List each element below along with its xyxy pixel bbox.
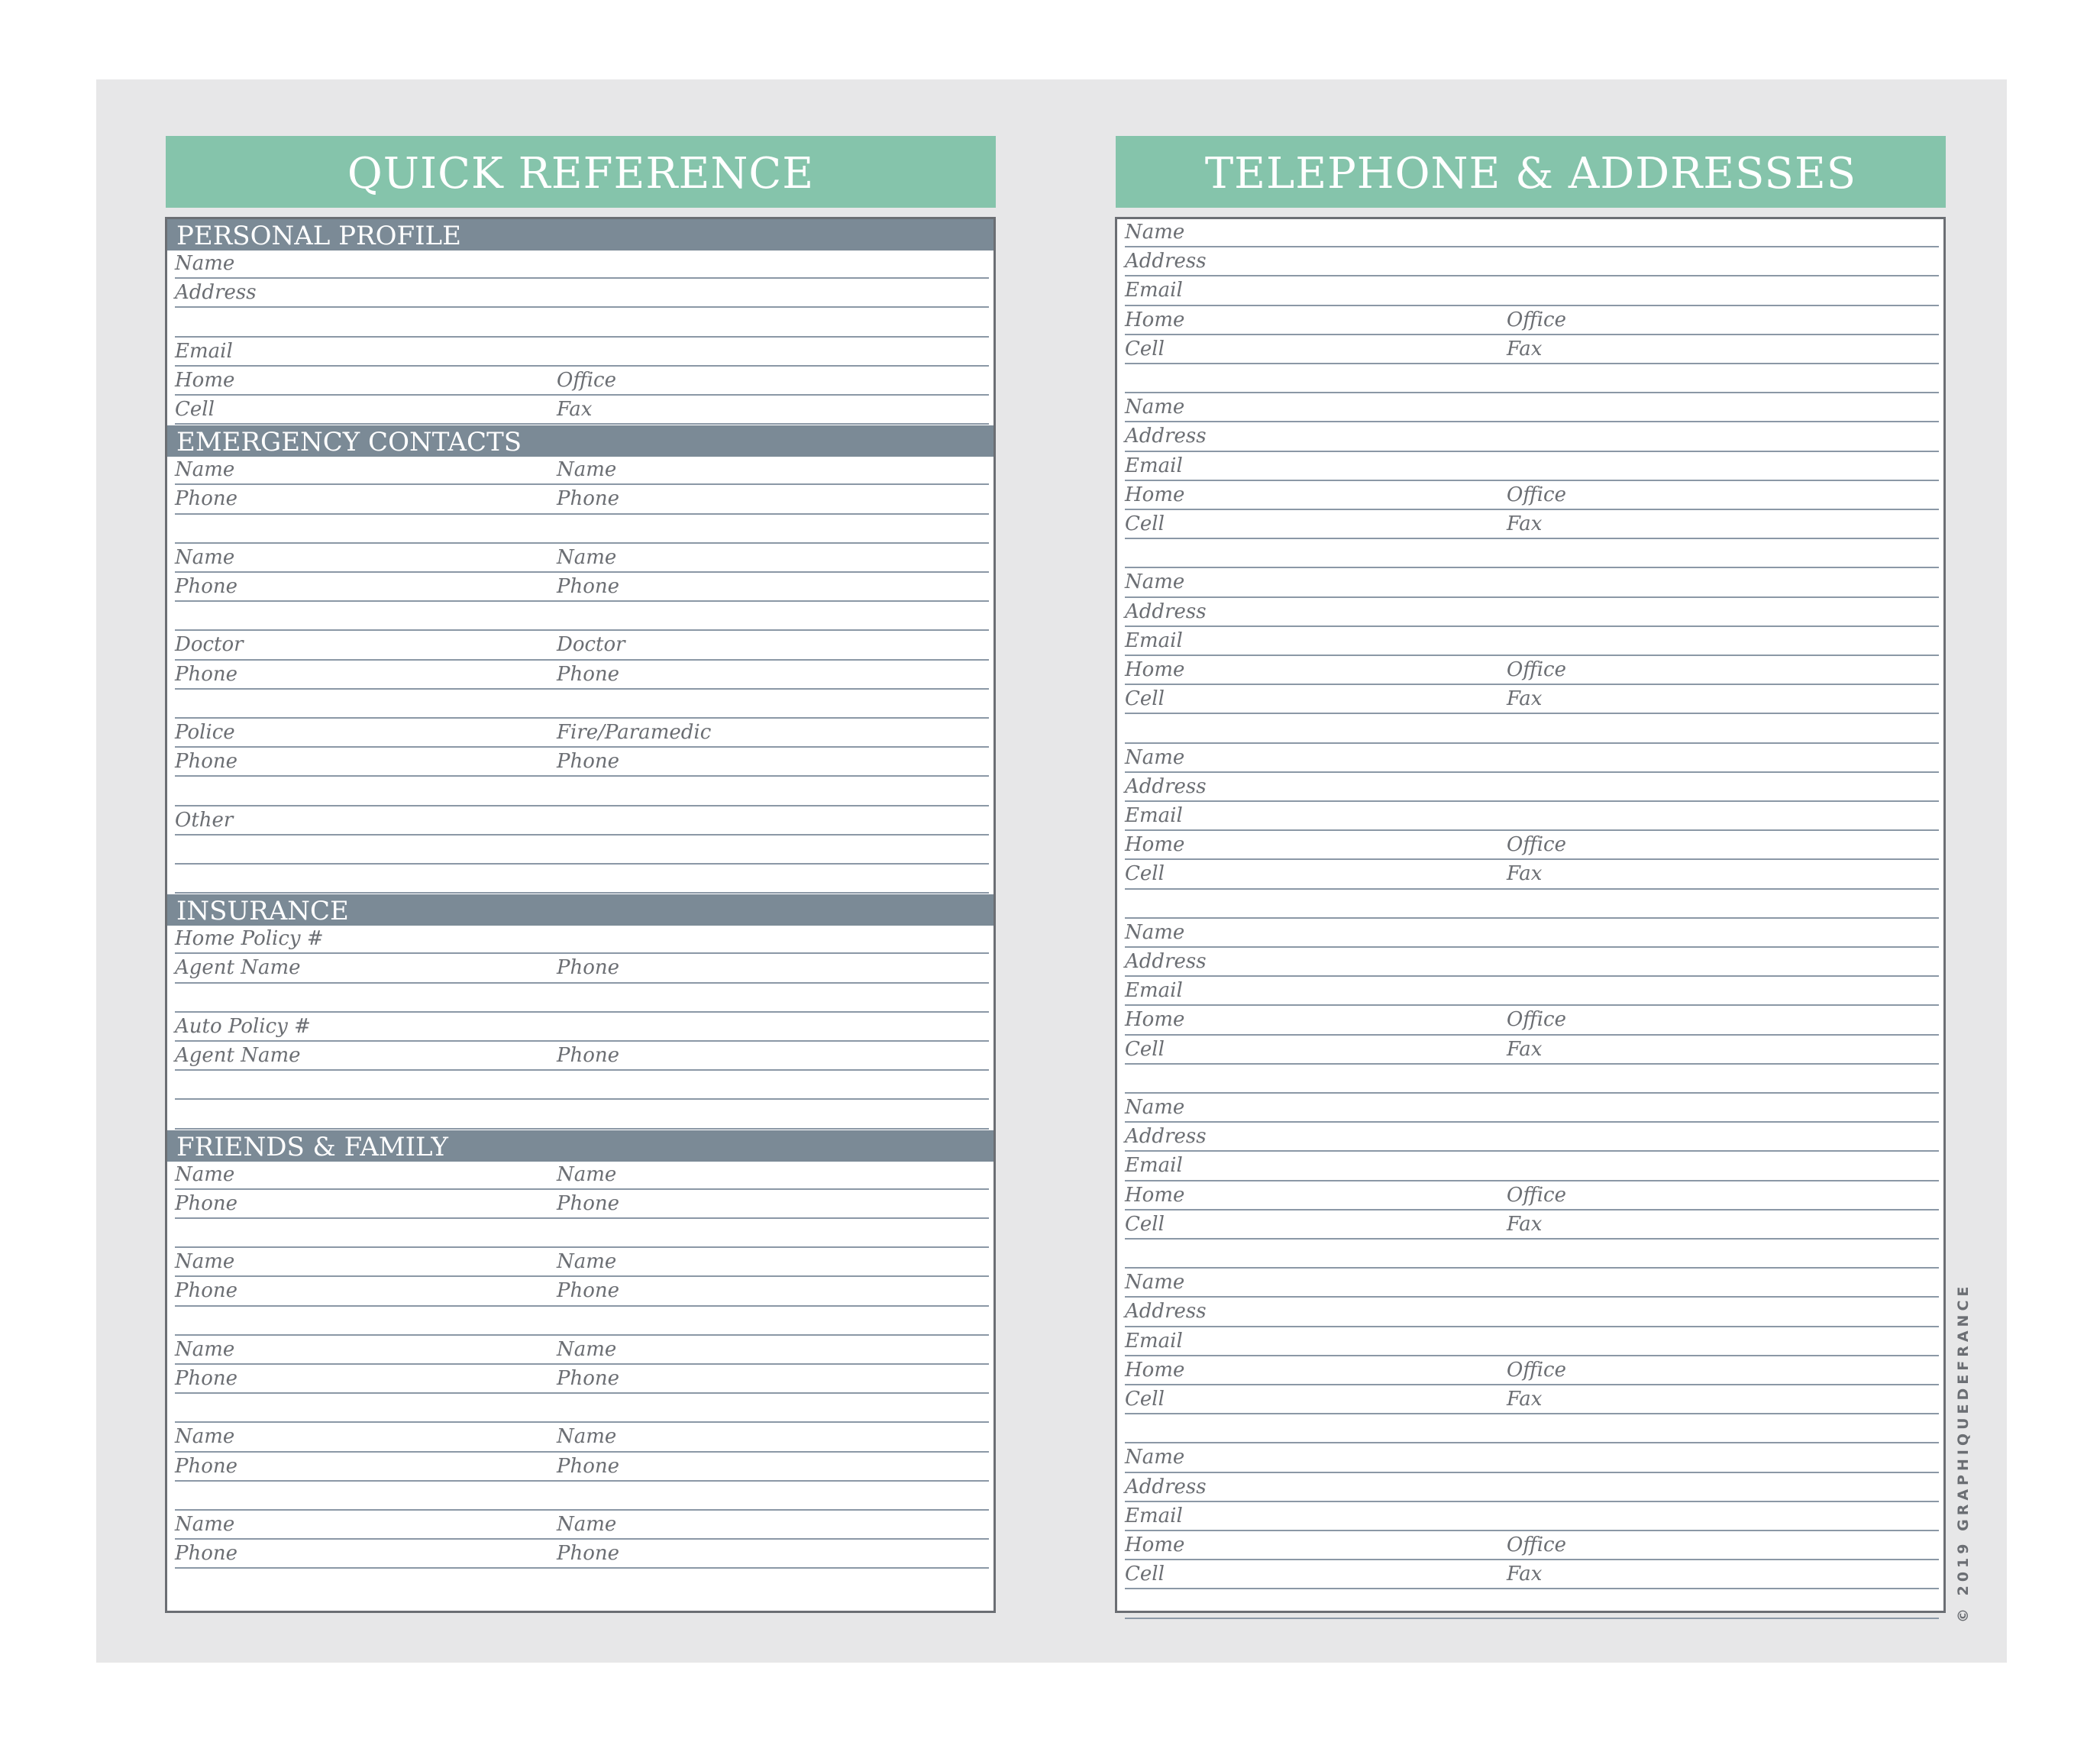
field-label-email: Email (1125, 629, 1183, 652)
rule-line (1125, 1238, 1939, 1240)
field-label-phone: Phone (175, 662, 238, 686)
field-label-fax: Fax (1507, 862, 1543, 886)
rule-line (1125, 596, 1939, 598)
rule-line (1125, 800, 1939, 802)
section-header-personal-profile: PERSONAL PROFILE (167, 219, 993, 251)
rule-line (1125, 829, 1939, 831)
rule-line (175, 1334, 989, 1336)
field-label-phone: Phone (557, 1454, 620, 1478)
rule-line (1125, 392, 1939, 393)
rule-line (1125, 451, 1939, 452)
rule-line (1125, 1588, 1939, 1589)
field-label-phone: Phone (175, 1367, 238, 1390)
field-label-address: Address (1125, 1300, 1207, 1324)
rule-line (1125, 275, 1939, 276)
rule-line (1125, 742, 1939, 744)
rule-line (1125, 567, 1939, 568)
rule-line (1125, 917, 1939, 919)
rule-line (175, 982, 989, 984)
quick-reference-panel (165, 217, 996, 1613)
rule-line (1125, 1618, 1939, 1619)
form-row[interactable] (167, 251, 993, 280)
field-label-agent-name: Agent Name (175, 956, 301, 980)
section-header-emergency-contacts: EMERGENCY CONTACTS (167, 425, 993, 457)
copyright-notice: © 2019 GRAPHIQUEDEFRANCE (1955, 1282, 1972, 1623)
field-label-phone: Phone (557, 750, 620, 774)
field-label-name: Name (1125, 1446, 1185, 1469)
field-label-cell: Cell (175, 398, 215, 421)
field-label-phone: Phone (557, 575, 620, 598)
field-label-name: Name (557, 458, 617, 482)
field-label-name: Name (1125, 745, 1185, 769)
rule-line (175, 1480, 989, 1482)
form-row[interactable] (167, 338, 993, 367)
field-label-cell: Cell (1125, 512, 1165, 535)
field-label-email: Email (1125, 804, 1183, 827)
field-label-cell: Cell (1125, 1037, 1165, 1061)
field-label-name: Name (557, 1337, 617, 1361)
telephone-addresses-panel (1115, 217, 1946, 1613)
rule-line (1125, 1209, 1939, 1211)
right-page-title: TELEPHONE & ADDRESSES (1116, 136, 1946, 208)
field-label-email: Email (1125, 1154, 1183, 1178)
form-row[interactable] (1117, 1503, 1943, 1532)
form-row[interactable] (1117, 803, 1943, 832)
rule-line (1125, 1004, 1939, 1006)
form-row[interactable] (167, 1337, 993, 1366)
field-label-office: Office (1507, 833, 1566, 857)
field-label-name: Name (557, 1425, 617, 1449)
rule-line (1125, 1326, 1939, 1327)
form-row[interactable] (167, 926, 993, 955)
field-label-office: Office (1507, 308, 1566, 331)
field-label-email: Email (1125, 979, 1183, 1003)
field-label-name: Name (1125, 571, 1185, 594)
form-row[interactable] (167, 690, 993, 719)
rule-line (175, 1538, 989, 1540)
rule-line (1125, 1413, 1939, 1414)
field-label-address: Address (1125, 950, 1207, 973)
form-row[interactable] (167, 836, 993, 865)
rule-line (1125, 1296, 1939, 1298)
field-label-name: Name (175, 1513, 235, 1536)
rule-line (175, 483, 989, 485)
field-label-phone: Phone (175, 750, 238, 774)
rule-line (1125, 363, 1939, 364)
field-label-name: Name (1125, 396, 1185, 419)
rule-line (175, 834, 989, 836)
rule-line (1125, 888, 1939, 890)
rule-line (175, 746, 989, 748)
rule-line (175, 1011, 989, 1013)
field-label-home: Home (1125, 658, 1185, 681)
field-label-cell: Cell (1125, 1388, 1165, 1411)
rule-line (1125, 625, 1939, 627)
form-row[interactable] (167, 1162, 993, 1191)
form-row[interactable] (1117, 453, 1943, 482)
field-label-home: Home (1125, 1008, 1185, 1032)
field-label-office: Office (1507, 658, 1566, 681)
rule-line (175, 1069, 989, 1071)
form-row[interactable] (167, 396, 993, 425)
form-row[interactable] (1117, 540, 1943, 569)
form-row[interactable] (167, 457, 993, 486)
form-row[interactable] (1117, 336, 1943, 365)
field-label-home: Home (1125, 483, 1185, 506)
rule-line (1125, 246, 1939, 247)
form-row[interactable] (167, 1307, 993, 1337)
form-row[interactable] (1117, 1328, 1943, 1357)
field-label-phone: Phone (175, 575, 238, 598)
field-label-fire-paramedic: Fire/Paramedic (557, 721, 712, 744)
rule-line (1125, 1150, 1939, 1152)
form-row[interactable] (167, 280, 993, 309)
rule-line (175, 892, 989, 894)
form-row[interactable] (1117, 1007, 1943, 1036)
field-label-police: Police (175, 721, 235, 744)
field-label-phone: Phone (557, 662, 620, 686)
field-label-name: Name (557, 1162, 617, 1186)
field-label-fax: Fax (1507, 1212, 1543, 1236)
rule-line (1125, 1121, 1939, 1123)
form-row[interactable] (167, 661, 993, 690)
field-label-cell: Cell (1125, 1212, 1165, 1236)
field-label-phone: Phone (175, 1279, 238, 1303)
rule-line (1125, 1559, 1939, 1560)
rule-line (175, 1392, 989, 1394)
form-row[interactable] (1117, 1036, 1943, 1065)
rule-line (1125, 509, 1939, 510)
field-label-home: Home (1125, 1534, 1185, 1556)
form-row[interactable] (1117, 569, 1943, 598)
field-label-phone: Phone (557, 1367, 620, 1390)
rule-line (1125, 1180, 1939, 1181)
rule-line (175, 1217, 989, 1219)
field-label-name: Name (175, 458, 235, 482)
rule-line (1125, 1092, 1939, 1094)
field-label-phone: Phone (557, 1279, 620, 1303)
form-row[interactable] (1117, 599, 1943, 628)
form-row[interactable] (1117, 949, 1943, 978)
field-label-address: Address (1125, 600, 1207, 623)
rule-line (175, 571, 989, 573)
field-label-name: Name (175, 1250, 235, 1274)
rule-line (175, 513, 989, 515)
rule-line (175, 1246, 989, 1248)
form-row[interactable] (1117, 1240, 1943, 1269)
section-header-friends-family: FRIENDS & FAMILY (167, 1130, 993, 1162)
rule-line (1125, 771, 1939, 773)
form-row[interactable] (1117, 219, 1943, 248)
field-label-email: Email (1125, 1504, 1183, 1527)
field-label-phone: Phone (175, 1454, 238, 1478)
rule-line (175, 863, 989, 865)
field-label-office: Office (1507, 1183, 1566, 1207)
field-label-home: Home (175, 368, 235, 392)
form-row[interactable] (1117, 1065, 1943, 1094)
form-row[interactable] (167, 574, 993, 603)
field-label-agent-name: Agent Name (175, 1044, 301, 1067)
field-label-address: Address (175, 281, 257, 305)
form-row[interactable] (167, 955, 993, 984)
rule-line (1125, 421, 1939, 422)
field-label-office: Office (1507, 483, 1566, 506)
rule-line (1125, 1530, 1939, 1531)
form-row[interactable] (1117, 715, 1943, 744)
field-label-doctor: Doctor (557, 633, 625, 657)
form-row[interactable] (167, 1482, 993, 1511)
form-row[interactable] (167, 865, 993, 894)
rule-line (175, 1098, 989, 1100)
field-label-name: Name (1125, 1271, 1185, 1295)
form-row[interactable] (167, 1453, 993, 1482)
form-row[interactable] (1117, 394, 1943, 423)
rule-line (175, 1128, 989, 1130)
field-label-fax: Fax (1507, 337, 1543, 360)
form-row[interactable] (1117, 745, 1943, 774)
form-row[interactable] (1117, 1123, 1943, 1152)
rule-line (175, 1451, 989, 1453)
field-label-address: Address (1125, 425, 1207, 448)
field-label-email: Email (1125, 454, 1183, 477)
form-row[interactable] (167, 603, 993, 632)
form-row[interactable] (167, 1511, 993, 1540)
rule-line (175, 1040, 989, 1042)
rule-line (1125, 538, 1939, 539)
rule-line (175, 1305, 989, 1307)
field-label-fax: Fax (1507, 1388, 1543, 1411)
form-row[interactable] (1117, 1182, 1943, 1211)
form-row[interactable] (1117, 657, 1943, 686)
form-row[interactable] (167, 545, 993, 574)
form-row[interactable] (167, 1278, 993, 1307)
form-row[interactable] (1117, 978, 1943, 1007)
form-row[interactable] (167, 1540, 993, 1569)
form-row[interactable] (1117, 482, 1943, 511)
field-label-name: Name (557, 1250, 617, 1274)
form-row[interactable] (1117, 628, 1943, 657)
form-row[interactable] (1117, 1474, 1943, 1503)
field-label-cell: Cell (1125, 862, 1165, 886)
rule-line (175, 805, 989, 806)
rule-line (175, 336, 989, 338)
rule-line (175, 306, 989, 308)
field-label-email: Email (1125, 279, 1183, 302)
rule-line (1125, 1472, 1939, 1473)
rule-line (175, 952, 989, 954)
form-row[interactable] (1117, 365, 1943, 394)
field-label-fax: Fax (557, 398, 593, 421)
field-label-phone: Phone (557, 956, 620, 980)
field-label-phone: Phone (557, 1044, 620, 1067)
rule-line (1125, 684, 1939, 685)
form-row[interactable] (167, 1042, 993, 1072)
form-row[interactable] (1117, 511, 1943, 540)
field-label-address: Address (1125, 774, 1207, 798)
rule-line (1125, 334, 1939, 335)
field-label-phone: Phone (175, 1542, 238, 1566)
field-label-phone: Phone (557, 487, 620, 511)
form-row[interactable] (1117, 1444, 1943, 1473)
form-row[interactable] (167, 486, 993, 515)
field-label-name: Name (175, 252, 235, 275)
rule-line (1125, 1063, 1939, 1065)
form-row[interactable] (167, 984, 993, 1013)
form-row[interactable] (1117, 920, 1943, 949)
field-label-name: Name (175, 1337, 235, 1361)
field-label-office: Office (557, 368, 616, 392)
field-label-name: Name (175, 545, 235, 569)
field-label-fax: Fax (1507, 687, 1543, 711)
rule-line (1125, 858, 1939, 860)
field-label-cell: Cell (1125, 1563, 1165, 1586)
rule-line (1125, 1501, 1939, 1502)
rule-line (175, 775, 989, 777)
rule-line (175, 365, 989, 367)
form-row[interactable] (167, 309, 993, 338)
form-row[interactable] (167, 1424, 993, 1453)
rule-line (175, 1275, 989, 1277)
field-label-email: Email (175, 339, 233, 363)
form-row[interactable] (1117, 861, 1943, 890)
form-row[interactable] (1117, 1532, 1943, 1561)
form-row[interactable] (167, 632, 993, 661)
form-row[interactable] (1117, 774, 1943, 803)
form-row[interactable] (167, 1366, 993, 1395)
form-row[interactable] (167, 719, 993, 748)
form-row[interactable] (1117, 891, 1943, 920)
rule-line (175, 629, 989, 631)
rule-line (175, 542, 989, 544)
form-row[interactable] (1117, 832, 1943, 861)
field-label-phone: Phone (175, 487, 238, 511)
field-label-name: Name (1125, 1096, 1185, 1119)
rule-line (1125, 655, 1939, 656)
field-label-office: Office (1507, 1358, 1566, 1382)
section-header-insurance: INSURANCE (167, 894, 993, 926)
field-label-name: Name (557, 545, 617, 569)
field-label-phone: Phone (557, 1191, 620, 1215)
field-label-cell: Cell (1125, 337, 1165, 360)
rule-line (1125, 1034, 1939, 1036)
form-row[interactable] (167, 807, 993, 836)
form-row[interactable] (167, 367, 993, 396)
field-label-phone: Phone (175, 1191, 238, 1215)
field-label-fax: Fax (1507, 512, 1543, 535)
rule-line (175, 1421, 989, 1423)
form-row[interactable] (1117, 1415, 1943, 1444)
rule-line (175, 717, 989, 719)
form-row[interactable] (167, 777, 993, 806)
form-row[interactable] (1117, 277, 1943, 306)
form-row[interactable] (1117, 1152, 1943, 1181)
form-row[interactable] (167, 1191, 993, 1220)
form-row[interactable] (1117, 248, 1943, 277)
field-label-address: Address (1125, 1475, 1207, 1498)
rule-line (175, 688, 989, 690)
form-row[interactable] (167, 516, 993, 545)
form-row[interactable] (167, 1395, 993, 1424)
form-row[interactable] (1117, 1094, 1943, 1123)
rule-line (175, 600, 989, 602)
rule-line (175, 1363, 989, 1365)
field-label-home-policy: Home Policy # (175, 927, 324, 951)
rule-line (175, 277, 989, 279)
field-label-cell: Cell (1125, 687, 1165, 711)
field-label-phone: Phone (557, 1542, 620, 1566)
rule-line (1125, 975, 1939, 977)
form-row[interactable] (1117, 686, 1943, 715)
field-label-fax: Fax (1507, 1563, 1543, 1586)
rule-line (1125, 1355, 1939, 1356)
field-label-name: Name (557, 1513, 617, 1536)
rule-line (1125, 946, 1939, 948)
rule-line (175, 394, 989, 396)
rule-line (175, 423, 989, 425)
field-label-home: Home (1125, 1183, 1185, 1207)
form-row[interactable] (1117, 1357, 1943, 1386)
form-row[interactable] (1117, 307, 1943, 336)
rule-line (1125, 480, 1939, 481)
rule-line (1125, 1267, 1939, 1269)
field-label-name: Name (1125, 221, 1185, 244)
field-label-doctor: Doctor (175, 633, 244, 657)
form-row[interactable] (167, 1013, 993, 1042)
rule-line (1125, 305, 1939, 306)
field-label-auto-policy: Auto Policy # (175, 1014, 311, 1038)
rule-line (175, 659, 989, 661)
rule-line (175, 1567, 989, 1569)
form-row[interactable] (1117, 423, 1943, 452)
field-label-name: Name (1125, 920, 1185, 944)
field-label-address: Address (1125, 250, 1207, 273)
field-label-home: Home (1125, 1358, 1185, 1382)
field-label-home: Home (1125, 833, 1185, 857)
field-label-name: Name (175, 1425, 235, 1449)
form-row[interactable] (167, 1072, 993, 1101)
form-row[interactable] (1117, 1590, 1943, 1619)
form-row[interactable] (1117, 1211, 1943, 1240)
field-label-home: Home (1125, 308, 1185, 331)
field-label-office: Office (1507, 1534, 1566, 1556)
field-label-email: Email (1125, 1329, 1183, 1353)
field-label-address: Address (1125, 1125, 1207, 1149)
form-row[interactable] (1117, 1561, 1943, 1590)
form-row[interactable] (167, 1101, 993, 1130)
form-row[interactable] (167, 1249, 993, 1278)
left-page-title: QUICK REFERENCE (166, 136, 996, 208)
field-label-other: Other (175, 808, 234, 832)
rule-line (1125, 1442, 1939, 1443)
form-row[interactable] (167, 1220, 993, 1249)
form-row[interactable] (1117, 1298, 1943, 1327)
rule-line (1125, 1384, 1939, 1385)
rule-line (175, 1188, 989, 1190)
field-label-name: Name (175, 1162, 235, 1186)
field-label-office: Office (1507, 1008, 1566, 1032)
form-row[interactable] (1117, 1386, 1943, 1415)
form-row[interactable] (167, 748, 993, 777)
form-row[interactable] (1117, 1269, 1943, 1298)
field-label-fax: Fax (1507, 1037, 1543, 1061)
rule-line (175, 1509, 989, 1511)
rule-line (1125, 713, 1939, 714)
